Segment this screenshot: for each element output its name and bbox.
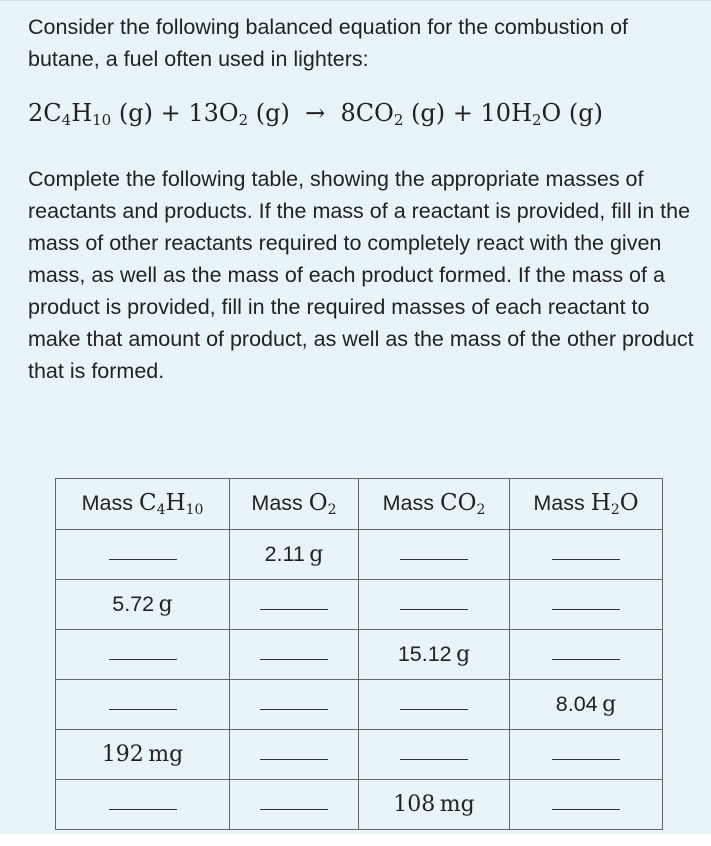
answer-blank[interactable] xyxy=(260,659,328,660)
given-unit: mg xyxy=(148,742,184,767)
product2-formula: $H_2O$ xyxy=(511,99,562,129)
answer-blank[interactable] xyxy=(552,609,620,610)
given-unit: g xyxy=(309,542,324,567)
mass-table xyxy=(55,478,663,830)
answer-cell-h2o xyxy=(510,580,663,630)
given-value: 2.11 xyxy=(264,542,305,566)
given-unit: g xyxy=(456,642,471,667)
given-unit: mg xyxy=(439,792,475,817)
answer-blank[interactable] xyxy=(400,759,468,760)
answer-blank[interactable] xyxy=(109,709,177,710)
table-row xyxy=(56,530,663,580)
reactant1-formula: $C_4H_{10}$ xyxy=(43,99,112,129)
answer-blank[interactable] xyxy=(260,609,328,610)
table-body xyxy=(56,530,663,830)
answer-blank[interactable] xyxy=(109,809,177,810)
answer-cell-c4h10 xyxy=(56,530,230,580)
given-value: 192 xyxy=(101,742,144,767)
product2-coef: 10 xyxy=(480,99,512,127)
table-row xyxy=(56,730,663,780)
given-mass-h2o xyxy=(510,680,663,730)
given-mass-co2 xyxy=(359,780,510,830)
product1-state: (g) xyxy=(411,99,446,127)
answer-blank[interactable] xyxy=(260,809,328,810)
table-row xyxy=(56,780,663,830)
plus-sign: + xyxy=(160,99,181,127)
answer-cell-o2 xyxy=(230,780,359,830)
answer-blank[interactable] xyxy=(552,809,620,810)
given-value: 108 xyxy=(393,792,436,817)
answer-cell-o2 xyxy=(230,580,359,630)
header-mass-h2o: Mass $H_2O$ xyxy=(510,479,663,530)
product1-formula: $CO_2$ xyxy=(355,99,404,129)
reaction-arrow: → xyxy=(305,99,326,127)
given-mass-c4h10 xyxy=(56,730,230,780)
intro-text: Consider the following balanced equation for the combustion of butane, a fuel often used in lighters: xyxy=(28,15,628,71)
answer-cell-co2 xyxy=(359,580,510,630)
reactant2-state: (g) xyxy=(255,99,290,127)
answer-blank[interactable] xyxy=(552,659,620,660)
balanced-equation xyxy=(28,99,708,129)
product1-coef: 8 xyxy=(340,99,356,127)
table-row xyxy=(56,630,663,680)
answer-cell-o2 xyxy=(230,730,359,780)
given-value: 15.12 xyxy=(397,642,452,666)
header-mass-co2: Mass $CO_2$ xyxy=(359,479,510,530)
header-mass-o2: Mass $O_2$ xyxy=(230,479,359,530)
answer-blank[interactable] xyxy=(400,609,468,610)
answer-cell-o2 xyxy=(230,630,359,680)
table-header-row xyxy=(56,479,663,530)
answer-cell-co2 xyxy=(359,680,510,730)
reactant2-formula: $O_2$ xyxy=(218,99,249,129)
given-mass-co2 xyxy=(359,630,510,680)
answer-cell-co2 xyxy=(359,730,510,780)
answer-cell-co2 xyxy=(359,530,510,580)
answer-cell-h2o xyxy=(510,530,663,580)
answer-blank[interactable] xyxy=(260,759,328,760)
reactant2-coef: 13 xyxy=(188,99,219,127)
table-row xyxy=(56,580,663,630)
given-value: 5.72 xyxy=(112,592,155,616)
given-value: 8.04 xyxy=(555,692,598,716)
answer-cell-h2o xyxy=(510,630,663,680)
answer-blank[interactable] xyxy=(400,559,468,560)
answer-cell-h2o xyxy=(510,730,663,780)
product2-state: (g) xyxy=(568,99,603,127)
answer-blank[interactable] xyxy=(109,559,177,560)
table-row xyxy=(56,680,663,730)
reactant1-coef: 2 xyxy=(28,99,44,127)
answer-cell-h2o xyxy=(510,780,663,830)
instructions-text: Complete the following table, showing the appropriate masses of reactants and products. If the mass of a reactant is provided, fill in the mass of other reactants required to completely react with the given mass, as well as the mass of each product formed. If the mass of a product is provided, fill in the required masses of each reactant to make that amount of product, as well as the mass of the other product that is formed. xyxy=(28,167,694,383)
given-unit: g xyxy=(602,692,617,717)
answer-cell-c4h10 xyxy=(56,780,230,830)
answer-blank[interactable] xyxy=(552,759,620,760)
answer-blank[interactable] xyxy=(552,559,620,560)
answer-blank[interactable] xyxy=(400,709,468,710)
header-mass-c4h10: Mass $C_4H_{10}$ xyxy=(56,479,230,530)
given-mass-c4h10 xyxy=(56,580,230,630)
answer-blank[interactable] xyxy=(260,709,328,710)
plus-sign: + xyxy=(452,99,473,127)
answer-cell-c4h10 xyxy=(56,630,230,680)
answer-blank[interactable] xyxy=(109,659,177,660)
answer-cell-c4h10 xyxy=(56,680,230,730)
reactant1-state: (g) xyxy=(118,99,153,127)
answer-cell-o2 xyxy=(230,680,359,730)
given-unit: g xyxy=(158,592,173,617)
given-mass-o2 xyxy=(230,530,359,580)
